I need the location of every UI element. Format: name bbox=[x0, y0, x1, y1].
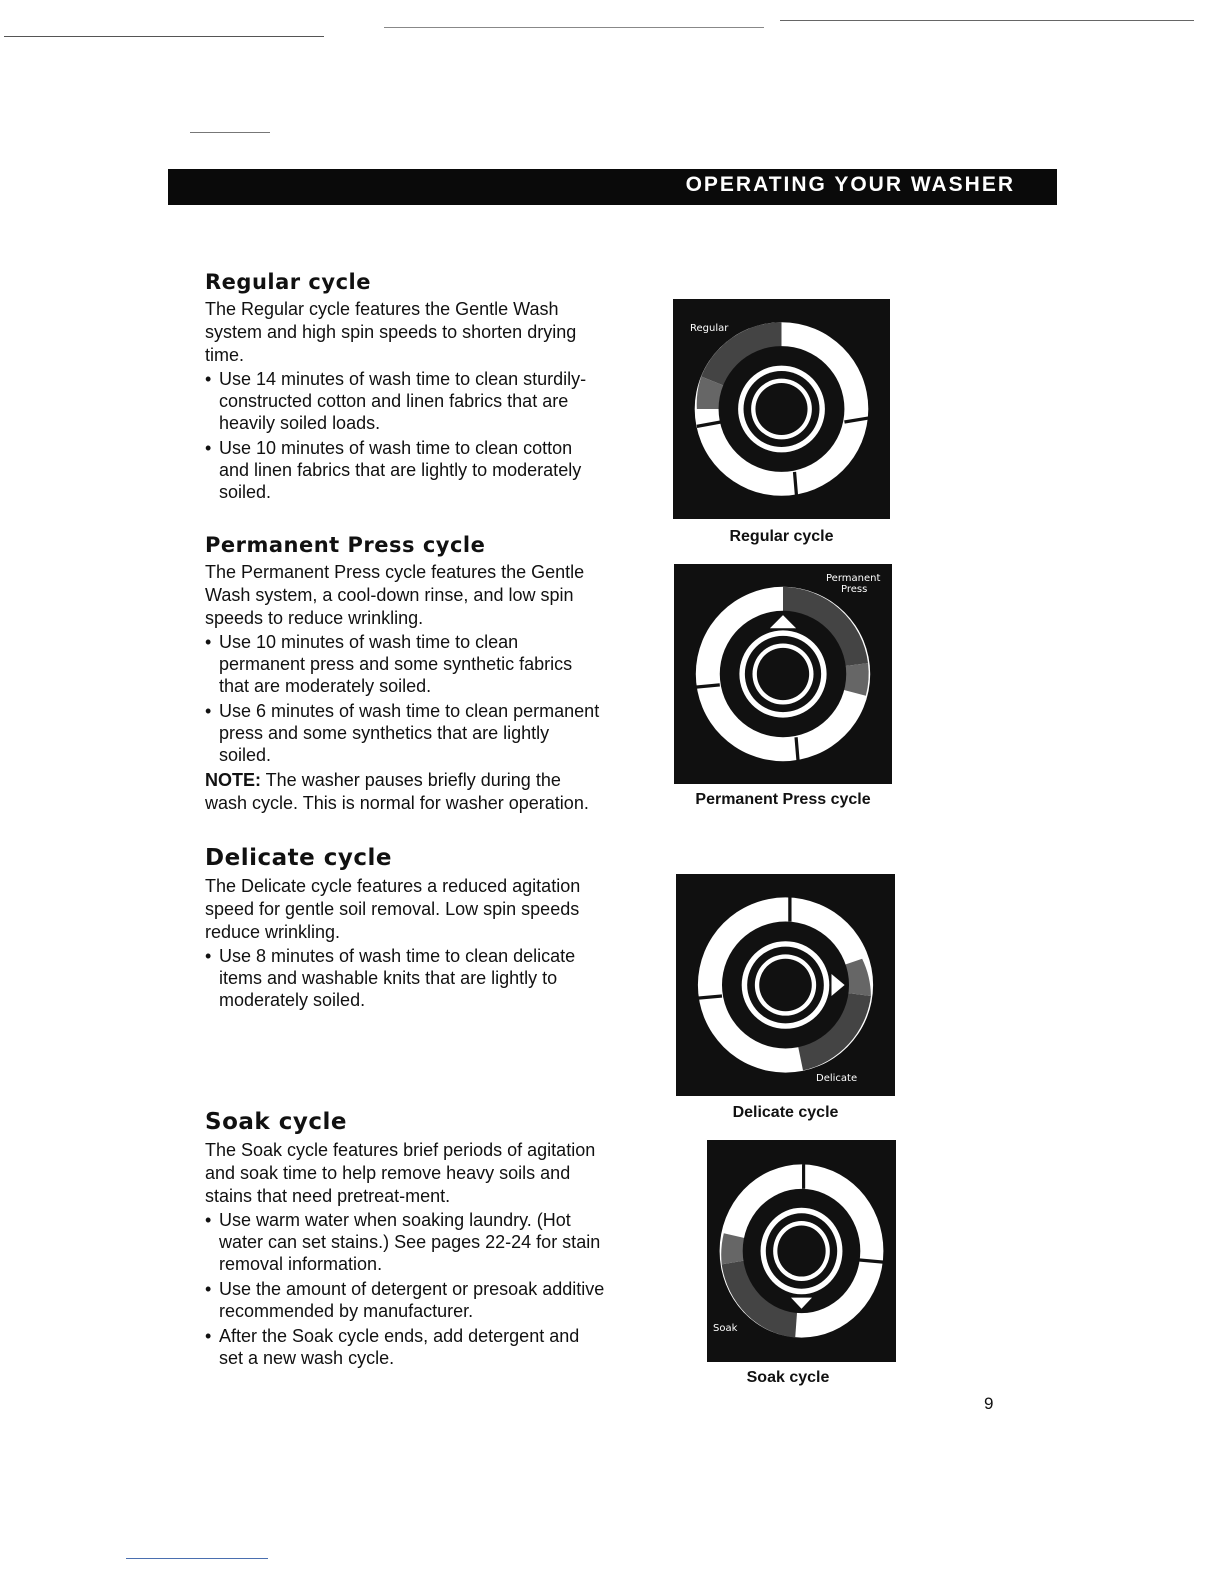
cycle-dial-icon bbox=[676, 874, 895, 1096]
permanent-press-dial-label-2: Press bbox=[841, 584, 868, 595]
delicate-dial-image bbox=[676, 874, 895, 1096]
permanent-press-caption: Permanent Press cycle bbox=[695, 791, 871, 808]
list-item: • Use warm water when soaking laundry. (Hot water can set stains.) See pages 22-24 for stain removal information. bbox=[205, 1209, 605, 1275]
washer-note bbox=[205, 769, 605, 815]
delicate-cycle-intro: The Delicate cycle features a reduced agitation speed for gentle soil removal. Low spin speeds reduce wrinkling. bbox=[205, 876, 581, 942]
regular-cycle-heading: Regular cycle bbox=[205, 270, 371, 294]
list-item: • Use 14 minutes of wash time to clean sturdily-constructed cotton and linen fabrics that are heavily soiled loads. bbox=[205, 368, 605, 434]
regular-cycle-section bbox=[205, 270, 605, 506]
scan-rule-bottom bbox=[126, 1558, 268, 1559]
list-item: • After the Soak cycle ends, add detergent and set a new wash cycle. bbox=[205, 1325, 605, 1369]
soak-dial-label: Soak bbox=[713, 1323, 738, 1334]
soak-cycle-caption: Soak cycle bbox=[746, 1369, 830, 1386]
permanent-press-intro: The Permanent Press cycle features the Gentle Wash system, a cool-down rinse, and low spin speeds to reduce wrinkling. bbox=[205, 562, 585, 628]
regular-dial-label: Regular bbox=[690, 323, 729, 334]
section-header-bar bbox=[168, 169, 1057, 205]
scan-rule-short bbox=[190, 132, 270, 133]
delicate-cycle-heading: Delicate cycle bbox=[205, 845, 392, 871]
permanent-press-dial-label-1: Permanent bbox=[826, 573, 881, 584]
permanent-press-section bbox=[205, 533, 605, 815]
soak-cycle-intro: The Soak cycle features brief periods of agitation and soak time to help remove heavy soils and stains that need pretreat-ment. bbox=[205, 1140, 596, 1206]
delicate-cycle-caption: Delicate cycle bbox=[732, 1104, 839, 1121]
page-number: 9 bbox=[984, 1394, 994, 1413]
delicate-cycle-section bbox=[205, 845, 605, 1014]
regular-cycle-caption: Regular cycle bbox=[729, 528, 834, 545]
regular-dial-image bbox=[673, 299, 890, 519]
soak-cycle-bullets bbox=[205, 1209, 605, 1369]
cycle-dial-icon bbox=[674, 564, 892, 784]
list-item: • Use 10 minutes of wash time to clean permanent press and some synthetic fabrics that are moderately soiled. bbox=[205, 631, 605, 697]
delicate-dial-label: Delicate bbox=[816, 1073, 858, 1084]
permanent-press-bullets bbox=[205, 631, 605, 766]
scan-rule-top-middle bbox=[384, 27, 764, 28]
soak-cycle-heading: Soak cycle bbox=[205, 1109, 347, 1135]
regular-cycle-bullets bbox=[205, 368, 605, 503]
list-item: • Use 10 minutes of wash time to clean cotton and linen fabrics that are lightly to moderately soiled. bbox=[205, 437, 605, 503]
list-item: • Use 8 minutes of wash time to clean delicate items and washable knits that are lightly to moderately soiled. bbox=[205, 945, 605, 1011]
scan-rule-top-left bbox=[4, 36, 324, 37]
section-header-title: OPERATING YOUR WASHER bbox=[685, 173, 1015, 196]
soak-dial-image bbox=[707, 1140, 896, 1362]
soak-cycle-section bbox=[205, 1109, 605, 1372]
note-text: The washer pauses briefly during the wash cycle. This is normal for washer operation. bbox=[205, 770, 589, 813]
delicate-cycle-bullets bbox=[205, 945, 605, 1011]
note-label: NOTE: bbox=[205, 770, 261, 790]
scan-rule-top-right bbox=[780, 20, 1194, 21]
list-item: • Use 6 minutes of wash time to clean permanent press and some synthetics that are lightly soiled. bbox=[205, 700, 605, 766]
list-item: • Use the amount of detergent or presoak additive recommended by manufacturer. bbox=[205, 1278, 605, 1322]
permanent-press-heading: Permanent Press cycle bbox=[205, 533, 486, 557]
regular-cycle-intro: The Regular cycle features the Gentle Wash system and high spin speeds to shorten drying time. bbox=[205, 299, 577, 365]
permanent-press-dial-image bbox=[674, 564, 892, 784]
